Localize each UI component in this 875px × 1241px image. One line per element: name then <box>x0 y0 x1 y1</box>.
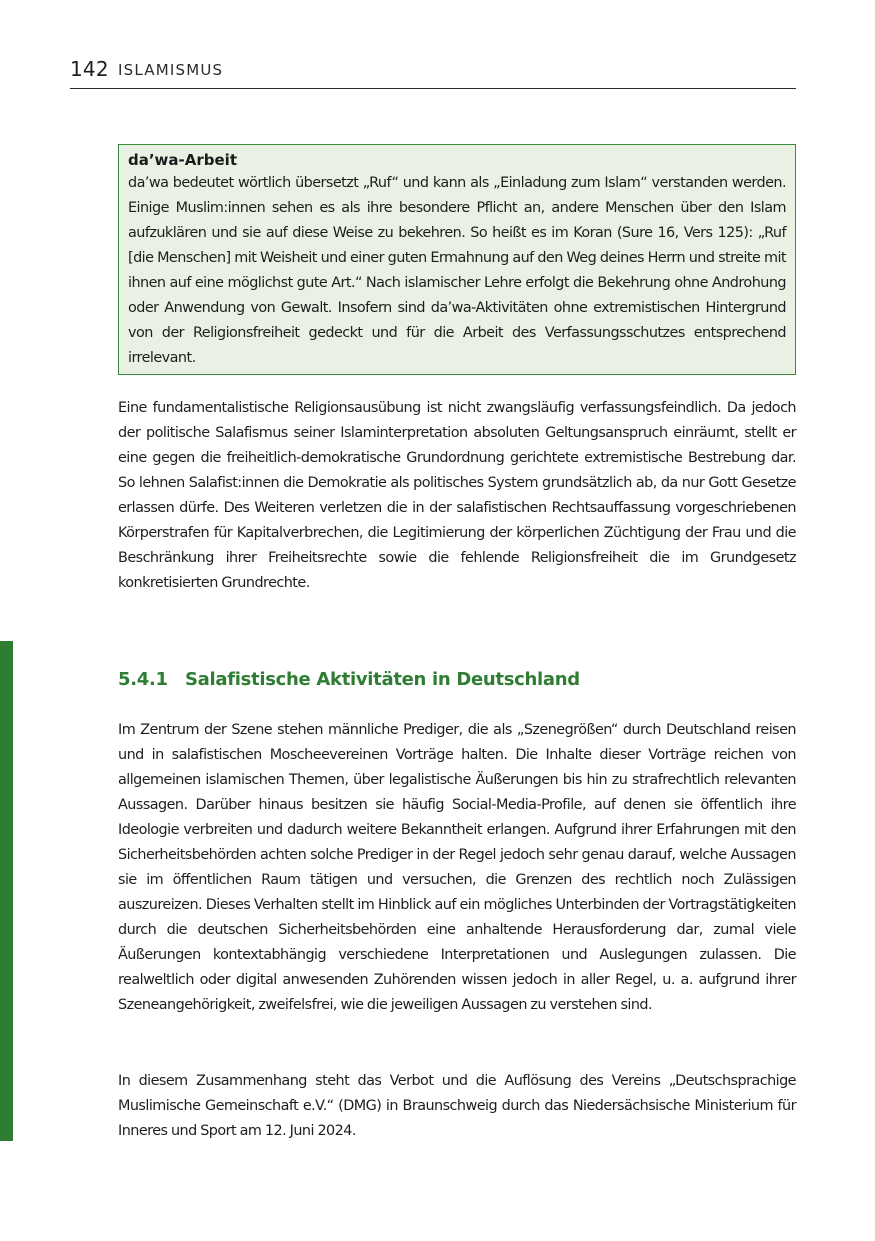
section-heading <box>118 669 580 690</box>
page-header <box>70 56 796 89</box>
info-box-dawa <box>118 144 796 375</box>
body-paragraph-3: In diesem Zusammenhang steht das Verbot und die Auflösung des Vereins „Deutschsprachige Muslimische Gemeinschaft e.V.“ (DMG) in Braunschweig durch das Niedersächsische Ministerium für Inneres und Sport am 12. Juni 2024. <box>118 1073 796 1139</box>
page-number: 142 <box>70 57 109 81</box>
section-number: 5.4.1 <box>118 669 168 690</box>
section-title: Salafistische Aktivitäten in Deutschland <box>185 669 580 690</box>
info-box-title: da’wa-Arbeit <box>128 151 237 169</box>
body-paragraph-2: Im Zentrum der Szene stehen männliche Prediger, die als „Szenegrößen“ durch Deutschland reisen und in salafistischen Moscheevereinen Vorträge halten. Die Inhalte dieser Vorträge reichen von allgemeinen islamischen Themen, über legalistische Äußerungen bis hin zu strafrechtlich relevanten Aussagen. Darüber hinaus besitzen sie häufig Social-Media-Profile, auf denen sie öffentlich ihre Ideologie verbreiten und dadurch weitere Bekanntheit erlangen. Aufgrund ihrer Erfahrungen mit den Sicherheitsbehörden achten solche Prediger in der Regel jedoch sehr genau darauf, welche Aussagen sie im öffentlichen Raum tätigen und versuchen, die Grenzen des rechtlich noch Zulässigen auszureizen. Dieses Verhalten stellt im Hinblick auf ein mögliches Unterbinden der Vortragstätigkeiten durch die deutschen Sicherheitsbehörden eine anhaltende Herausforderung dar, zumal viele Äußerungen kontextabhängig verschiedene Interpretationen und Auslegungen zulassen. Die realweltlich oder digital anwesenden Zuhörenden wissen jedoch in aller Regel, u. a. aufgrund ihrer Szeneangehörigkeit, zweifelsfrei, wie die jeweiligen Aussagen zu verstehen sind. <box>118 722 796 1013</box>
running-title: ISLAMISMUS <box>118 61 224 79</box>
info-box-text: da’wa bedeutet wörtlich übersetzt „Ruf“ und kann als „Einladung zum Islam“ verstanden werden. Einige Muslim:innen sehen es als ihre besondere Pflicht an, andere Menschen über den Islam aufzuklären und sie auf diese Weise zu bekehren. So heißt es im Koran (Sure 16, Vers 125): „Ruf [die Menschen] mit Weisheit und einer guten Ermahnung auf den Weg deines Herrn und streite mit ihnen auf eine möglichst gute Art.“ Nach islamischer Lehre erfolgt die Bekehrung ohne Androhung oder Anwendung von Gewalt. Insofern sind da’wa-Aktivitäten ohne extremistischen Hintergrund von der Religionsfreiheit gedeckt und für die Arbeit des Verfassungsschutzes entsprechend irrelevant. <box>128 175 786 366</box>
chapter-marker-bar <box>0 641 13 1141</box>
body-paragraph-1: Eine fundamentalistische Religionsausübung ist nicht zwangsläufig verfassungsfeindlich. Da jedoch der politische Salafismus seiner Islaminterpretation absoluten Geltungsanspruch einräumt, stellt er eine gegen die freiheitlich-demokratische Grundordnung gerichtete extremistische Bestrebung dar. So lehnen Salafist:innen die Demokratie als politisches System grundsätzlich ab, da nur Gott Gesetze erlassen dürfe. Des Weiteren verletzen die in der salafistischen Rechtsauffassung vorgeschriebenen Körperstrafen für Kapitalverbrechen, die Legitimierung der körperlichen Züchtigung der Frau und die Beschränkung ihrer Freiheitsrechte sowie die fehlende Religionsfreiheit die im Grundgesetz konkretisierten Grundrechte. <box>118 400 796 591</box>
